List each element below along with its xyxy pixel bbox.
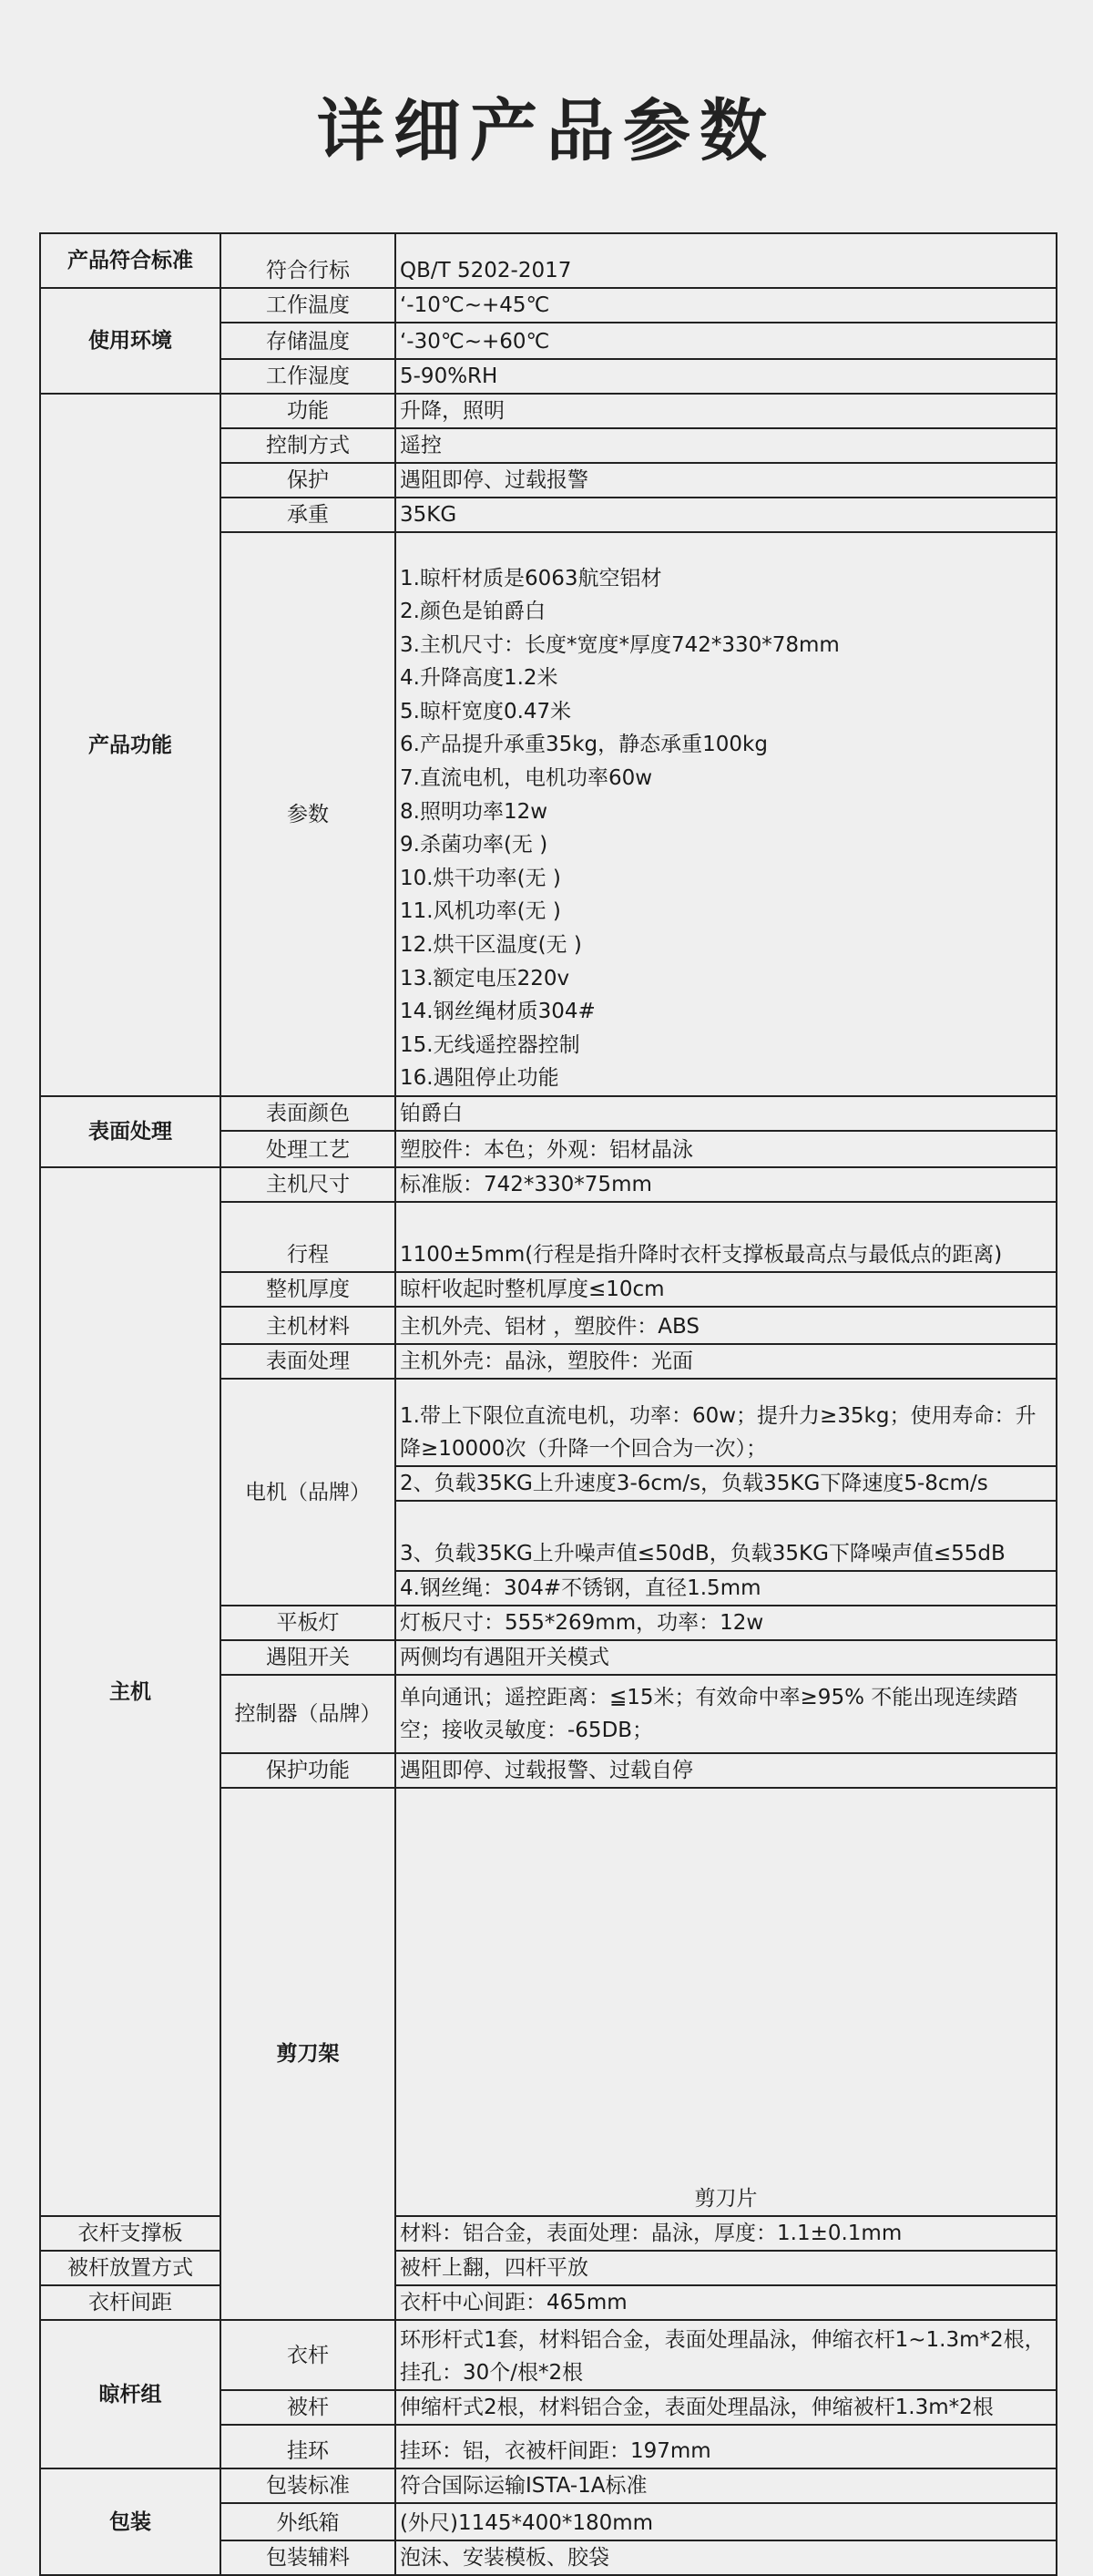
row-value: 1.带上下限位直流电机，功率：60w；提升力≥35kg；使用寿命：升降≥10000次（升降一个回合为一次）； [395,1379,1057,1466]
param-item: 4.升降高度1.2米 [400,666,558,691]
row-value: 标准版：742*330*75mm [395,1167,1057,1202]
table-row [40,2216,1057,2251]
param-item: 11.风机功率(无 ) [400,899,561,924]
row-label: 功能 [220,394,395,428]
row-label: 电机（品牌） [220,1379,395,1606]
row-value: 单向通讯；遥控距离：≦15米；有效命中率≥95% 不能出现连续踏空；接收灵敏度：-65DB； [395,1675,1057,1753]
row-value: QB/T 5202-2017 [395,233,1057,288]
param-item: 3.主机尺寸：长度*宽度*厚度742*330*78mm [400,632,840,657]
row-label: 处理工艺 [220,1131,395,1167]
category-rods: 晾杆组 [40,2320,220,2468]
row-value: 升降，照明 [395,394,1057,428]
table-row [40,394,1057,428]
row-label: 参数 [220,532,395,1096]
row-value: 两侧均有遇阻开关模式 [395,1640,1057,1675]
row-label: 遇阻开关 [220,1640,395,1675]
row-value: 5-90%RH [395,359,1057,394]
row-label: 符合行标 [220,233,395,288]
row-value: 遥控 [395,428,1057,463]
category-scissor: 剪刀架 [220,1788,395,2320]
page-title: 详细产品参数 [317,92,776,170]
row-value: 主机外壳、铝材 ，塑胶件：ABS [395,1307,1057,1344]
param-item: 13.额定电压220v [400,966,570,990]
row-value: 铂爵白 [395,1096,1057,1131]
row-value: 被杆上翻，四杆平放 [395,2251,1057,2285]
row-value: 遇阻即停、过载报警、过载自停 [395,1753,1057,1788]
param-item: 8.照明功率12w [400,799,548,824]
row-value: 泡沫、安装模板、胶袋 [395,2540,1057,2575]
table-row [40,233,1057,288]
param-item: 9.杀菌功率(无 ) [400,833,548,857]
param-item: 6.产品提升承重35kg，静态承重100kg [400,733,768,757]
param-item: 14.钢丝绳材质304# [400,1000,596,1024]
row-value: 1100±5mm(行程是指升降时衣杆支撑板最高点与最低点的距离) [395,1202,1057,1272]
category-environment: 使用环境 [40,288,220,394]
row-label: 主机尺寸 [220,1167,395,1202]
spec-table [39,232,1057,2576]
row-label: 挂环 [220,2425,395,2468]
row-label: 衣杆支撑板 [40,2216,220,2251]
row-value: 衣杆中心间距：465mm [395,2285,1057,2320]
row-label: 主机材料 [220,1307,395,1344]
row-label: 平板灯 [220,1606,395,1640]
row-label: 外纸箱 [220,2503,395,2540]
row-value: 2、负载35KG上升速度3-6cm/s，负载35KG下降速度5-8cm/s [395,1466,1057,1501]
table-row [40,2468,1057,2503]
row-label: 控制器（品牌） [220,1675,395,1753]
row-label: 被杆 [220,2390,395,2425]
params-list [395,532,1057,1096]
row-label: 保护 [220,463,395,498]
param-item: 7.直流电机，电机功率60w [400,766,653,791]
row-label: 表面颜色 [220,1096,395,1131]
param-item: 15.无线遥控器控制 [400,1032,580,1057]
table-row [40,2251,1057,2285]
row-value: 塑胶件：本色；外观：铝材晶泳 [395,1131,1057,1167]
table-row [40,288,1057,323]
row-label: 包装标准 [220,2468,395,2503]
row-value: 3、负载35KG上升噪声值≤50dB，负载35KG下降噪声值≤55dB [395,1501,1057,1571]
row-label: 表面处理 [220,1344,395,1379]
row-value: 主机外壳：晶泳，塑胶件：光面 [395,1344,1057,1379]
category-function: 产品功能 [40,394,220,1096]
row-label: 包装辅料 [220,2540,395,2575]
row-label: 工作湿度 [220,359,395,394]
table-row [40,2320,1057,2390]
row-label: 承重 [220,498,395,532]
table-row [40,1096,1057,1131]
row-label: 整机厚度 [220,1272,395,1307]
param-item: 1.晾杆材质是6063航空铝材 [400,566,662,590]
row-value: 灯板尺寸：555*269mm，功率：12w [395,1606,1057,1640]
row-label: 保护功能 [220,1753,395,1788]
row-label: 衣杆 [220,2320,395,2390]
row-label: 行程 [220,1202,395,1272]
category-surface: 表面处理 [40,1096,220,1167]
row-value: 4.钢丝绳：304#不锈钢，直径1.5mm [395,1571,1057,1606]
row-value: (外尺)1145*400*180mm [395,2503,1057,2540]
row-value: 挂环：铝，衣被杆间距：197mm [395,2425,1057,2468]
row-value: 伸缩杆式2根，材料铝合金，表面处理晶泳，伸缩被杆1.3m*2根 [395,2390,1057,2425]
row-value: ‘-10℃~+45℃ [395,288,1057,323]
row-value: ‘-30℃~+60℃ [395,323,1057,359]
row-label: 剪刀片 [395,1788,1057,2216]
row-label: 控制方式 [220,428,395,463]
param-item: 5.晾杆宽度0.47米 [400,699,572,724]
table-row [40,1167,1057,1202]
row-label: 工作温度 [220,288,395,323]
param-item: 10.烘干功率(无 ) [400,866,561,890]
row-label: 衣杆间距 [40,2285,220,2320]
row-label: 被杆放置方式 [40,2251,220,2285]
param-item: 12.烘干区温度(无 ) [400,933,582,958]
row-value: 35KG [395,498,1057,532]
row-value: 遇阻即停、过载报警 [395,463,1057,498]
param-item: 2.颜色是铂爵白 [400,600,546,624]
row-label: 存储温度 [220,323,395,359]
row-value: 晾杆收起时整机厚度≤10cm [395,1272,1057,1307]
row-value: 材料：铝合金，表面处理：晶泳，厚度：1.1±0.1mm [395,2216,1057,2251]
category-host: 主机 [40,1167,220,2216]
table-row [40,2285,1057,2320]
category-standard: 产品符合标准 [40,233,220,288]
row-value: 环形杆式1套，材料铝合金，表面处理晶泳，伸缩衣杆1~1.3m*2根，挂孔：30个/根*2根 [395,2320,1057,2390]
category-packing: 包装 [40,2468,220,2575]
param-item: 16.遇阻停止功能 [400,1066,559,1091]
row-value: 符合国际运输ISTA-1A标准 [395,2468,1057,2503]
